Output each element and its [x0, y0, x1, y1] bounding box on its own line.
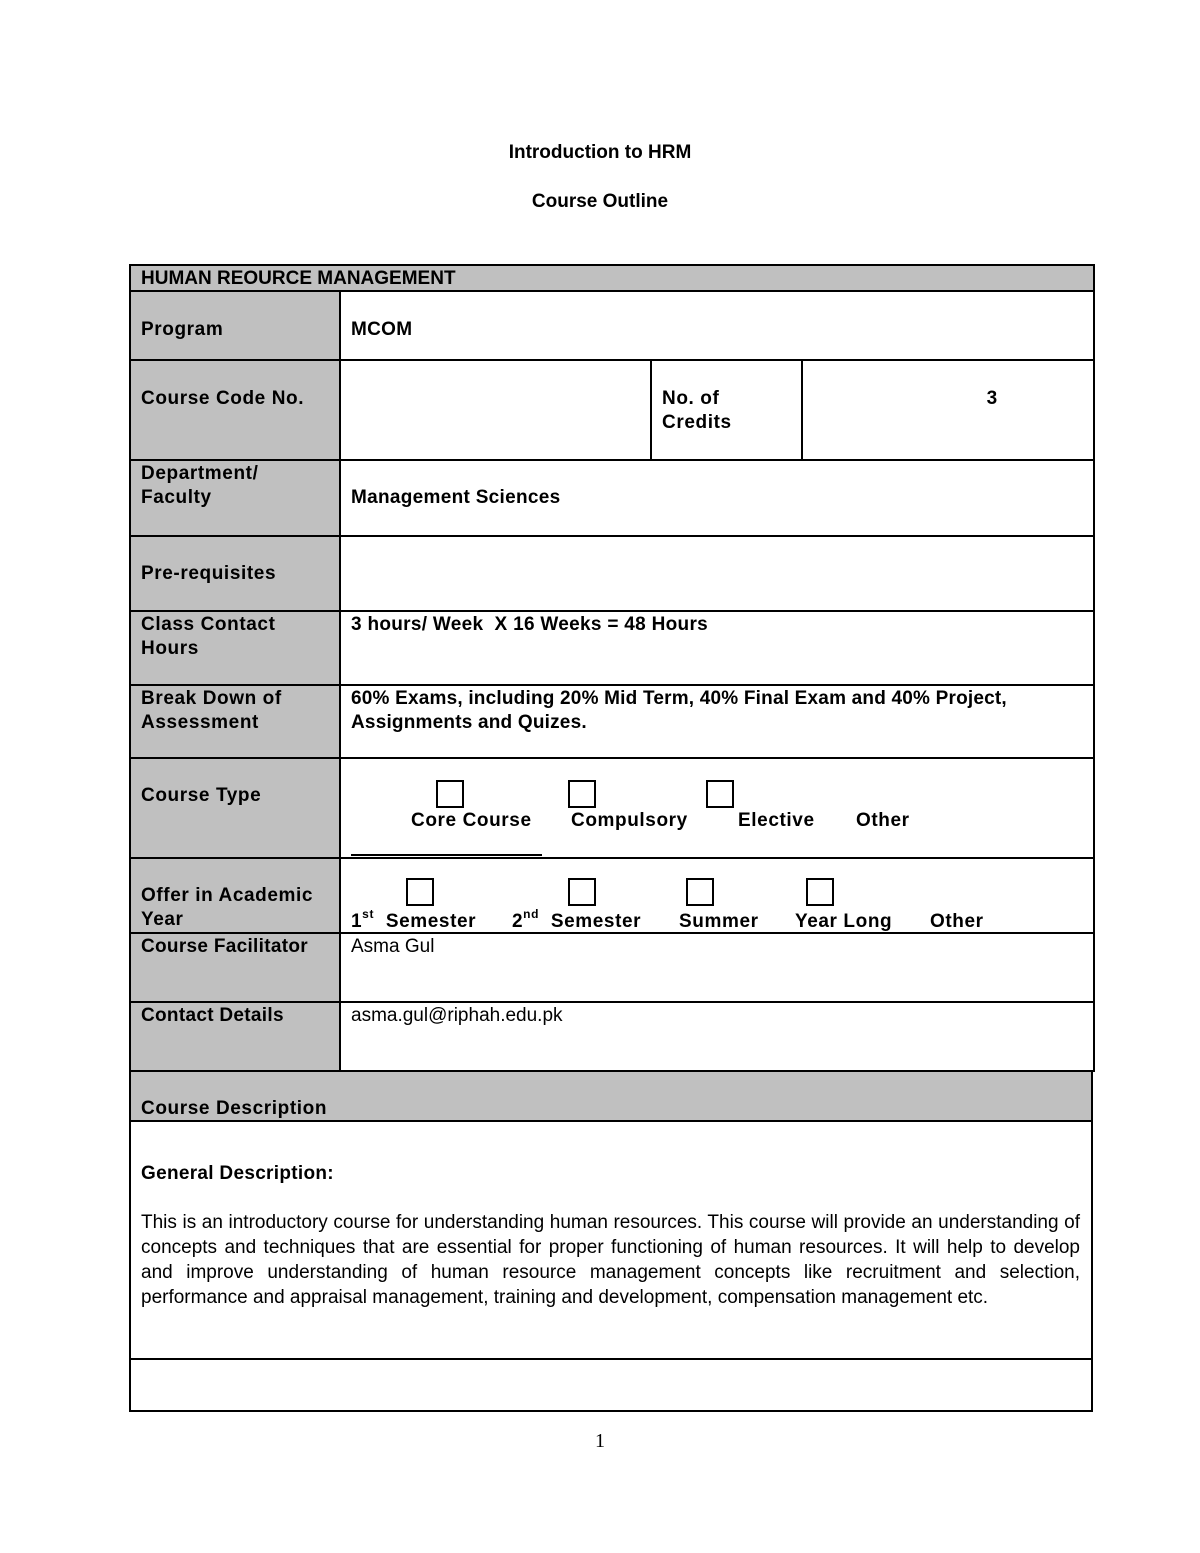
- row-divider: [129, 459, 1095, 461]
- row-divider: [129, 857, 1095, 859]
- document-subtitle: Course Outline: [531, 191, 669, 212]
- row-divider: [129, 757, 1095, 759]
- program-value: MCOM: [351, 319, 413, 340]
- ordinal-suffix: nd: [523, 906, 540, 921]
- general-description-heading: General Description:: [141, 1163, 334, 1184]
- contact-details-label: Contact Details: [141, 1005, 284, 1026]
- second-semester-option: [512, 906, 642, 934]
- course-description-heading: Course Description: [141, 1098, 328, 1119]
- course-type-label: Course Type: [141, 785, 262, 806]
- table-border-top: [129, 264, 1095, 266]
- general-description-text: This is an introductory course for understanding human resources. This course will provide an understanding of concepts and techniques that are essential for proper functioning of human resources. It will help to develop and improve understanding of human resource management concepts like recruitment and selection, performance and appraisal management, training and development, compensation management etc.: [141, 1212, 1080, 1308]
- semester-text: Semester: [550, 911, 642, 932]
- credits-divider: [650, 359, 652, 461]
- other-blank-line: [351, 854, 542, 856]
- credits-value-divider: [801, 359, 803, 461]
- table-heading: HUMAN REOURCE MANAGEMENT: [141, 268, 456, 289]
- ordinal-suffix: st: [362, 906, 375, 921]
- table-border-left: [129, 264, 131, 1412]
- second-semester-checkbox[interactable]: [568, 878, 596, 906]
- first-semester-checkbox[interactable]: [406, 878, 434, 906]
- assessment-value: 60% Exams, including 20% Mid Term, 40% Final Exam and 40% Project, Assignments and Quizes.: [351, 688, 1007, 733]
- summer-option: Summer: [679, 911, 759, 932]
- summer-checkbox[interactable]: [686, 878, 714, 906]
- offer-other-option: Other: [930, 911, 984, 932]
- row-divider: [129, 610, 1095, 612]
- label-column-divider: [339, 290, 341, 1072]
- page-number: 1: [595, 1430, 605, 1452]
- elective-option: Elective: [738, 810, 815, 831]
- program-label: Program: [141, 319, 224, 340]
- row-divider: [129, 1358, 1093, 1360]
- offer-label: Offer in Academic Year: [141, 885, 314, 930]
- credits-label: No. of Credits: [662, 388, 732, 433]
- description-border-right: [1091, 1070, 1093, 1412]
- row-divider: [129, 535, 1095, 537]
- table-border-bottom: [129, 1410, 1093, 1412]
- ordinal-number: 2: [512, 911, 524, 932]
- document-title: Introduction to HRM: [508, 142, 692, 163]
- core-course-option: Core Course: [411, 810, 532, 831]
- year-long-option: Year Long: [795, 911, 893, 932]
- row-divider: [129, 684, 1095, 686]
- table-border-right: [1093, 264, 1095, 1072]
- contact-hours-label: Class Contact Hours: [141, 614, 276, 659]
- course-code-label: Course Code No.: [141, 388, 305, 409]
- other-option: Other: [856, 810, 910, 831]
- ordinal-number: 1: [351, 911, 363, 932]
- prerequisites-label: Pre-requisites: [141, 563, 277, 584]
- department-label: Department/ Faculty: [141, 463, 259, 508]
- row-divider: [129, 359, 1095, 361]
- assessment-label: Break Down of Assessment: [141, 688, 282, 733]
- contact-email[interactable]: asma.gul@riphah.edu.pk: [351, 1005, 563, 1026]
- row-divider: [129, 1070, 1095, 1072]
- department-value: Management Sciences: [351, 487, 561, 508]
- core-course-checkbox[interactable]: [436, 780, 464, 808]
- elective-checkbox[interactable]: [706, 780, 734, 808]
- compulsory-checkbox[interactable]: [568, 780, 596, 808]
- row-divider: [129, 1001, 1095, 1003]
- facilitator-value: Asma Gul: [351, 936, 435, 957]
- contact-hours-value: 3 hours/ Week X 16 Weeks = 48 Hours: [351, 614, 709, 635]
- semester-text: Semester: [385, 911, 477, 932]
- first-semester-option: [351, 906, 477, 934]
- compulsory-option: Compulsory: [571, 810, 688, 831]
- year-long-checkbox[interactable]: [806, 878, 834, 906]
- credits-value: 3: [986, 388, 998, 409]
- facilitator-label: Course Facilitator: [141, 936, 308, 957]
